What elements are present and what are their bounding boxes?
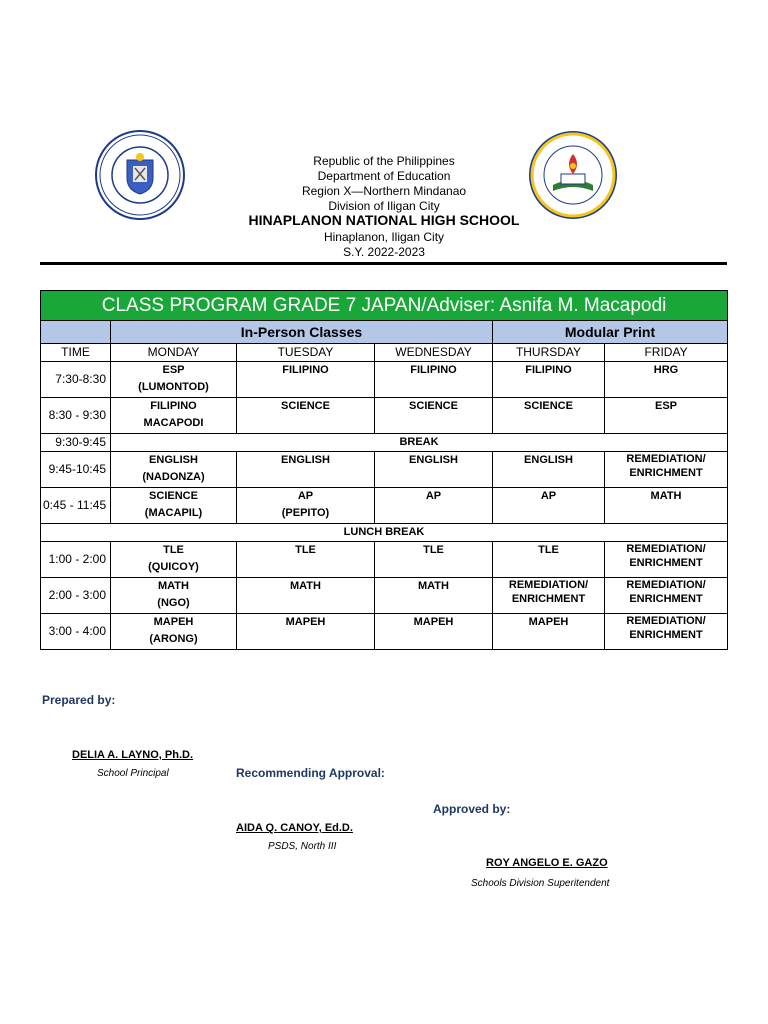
- subject-cell-wednesday: [375, 578, 493, 614]
- subject-detail: (ARONG): [149, 633, 198, 645]
- subject-name: FILIPINO: [525, 364, 572, 376]
- subject-name: SCIENCE: [149, 490, 198, 502]
- subject-name: MATH: [158, 580, 189, 592]
- subject-cell-thursday: [493, 542, 605, 578]
- subject-cell-thursday: [493, 614, 605, 650]
- subject-name: REMEDIATION/: [626, 543, 706, 555]
- subject-cell-friday: [605, 614, 728, 650]
- mode-modular-print: Modular Print: [493, 321, 728, 344]
- subject-cell-friday: [605, 452, 728, 488]
- subject-detail: (MACAPIL): [144, 507, 203, 519]
- subject-name: REMEDIATION/: [508, 579, 589, 591]
- subject-cell-wednesday: [375, 362, 493, 398]
- subject-name: MATH: [650, 490, 682, 502]
- subject-cell-monday: [111, 578, 237, 614]
- subject-cell-thursday: [493, 488, 605, 524]
- time-cell: 9:30-9:45: [41, 434, 111, 452]
- subject-detail: ENRICHMENT: [629, 467, 703, 479]
- time-cell: 0:45 - 11:45: [41, 488, 111, 524]
- subject-cell-wednesday: [375, 398, 493, 434]
- subject-name: REMEDIATION/: [626, 453, 706, 465]
- col-header-time: TIME: [41, 344, 111, 362]
- time-cell: 1:00 - 2:00: [41, 542, 111, 578]
- break-cell: BREAK: [111, 434, 728, 452]
- subject-cell-tuesday: [237, 542, 375, 578]
- subject-name: MAPEH: [413, 616, 454, 628]
- subject-detail: ENRICHMENT: [629, 593, 703, 605]
- subject-cell-monday: [111, 362, 237, 398]
- time-cell: 2:00 - 3:00: [41, 578, 111, 614]
- header-line-4: Division of Iligan City: [328, 199, 440, 213]
- subject-name: ENGLISH: [281, 454, 330, 466]
- table-row: [41, 614, 728, 650]
- subject-detail: ENRICHMENT: [629, 557, 703, 569]
- subject-name: SCIENCE: [409, 400, 458, 412]
- header-divider: [40, 262, 727, 265]
- subject-cell-tuesday: [237, 398, 375, 434]
- psds-role: PSDS, North III: [268, 841, 337, 852]
- subject-name: FILIPINO: [410, 364, 457, 376]
- table-row: [41, 488, 728, 524]
- subject-cell-wednesday: [375, 614, 493, 650]
- header-line-1: Republic of the Philippines: [313, 154, 455, 168]
- subject-cell-monday: [111, 488, 237, 524]
- table-row: [41, 452, 728, 488]
- approved-by-label: Approved by:: [433, 802, 511, 816]
- subject-name: HRG: [653, 364, 679, 376]
- subject-cell-friday: [605, 578, 728, 614]
- mode-in-person: In-Person Classes: [111, 321, 493, 344]
- subject-name: AP: [425, 490, 442, 502]
- subject-name: TLE: [423, 544, 444, 556]
- subject-detail: (QUICOY): [148, 561, 199, 573]
- subject-cell-friday: [605, 542, 728, 578]
- subject-name: AP: [540, 490, 557, 502]
- subject-cell-thursday: [493, 578, 605, 614]
- subject-cell-tuesday: [237, 578, 375, 614]
- subject-name: MAPEH: [528, 616, 569, 628]
- table-row: [41, 542, 728, 578]
- subject-name: MATH: [418, 580, 449, 592]
- school-name: HINAPLANON NATIONAL HIGH SCHOOL: [248, 212, 520, 228]
- subject-name: FILIPINO: [282, 364, 329, 376]
- subject-name: ENGLISH: [409, 454, 458, 466]
- header-line-3: Region X—Northern Mindanao: [301, 184, 467, 198]
- subject-name: SCIENCE: [524, 400, 573, 412]
- subject-cell-wednesday: [375, 542, 493, 578]
- mode-blank-cell: [41, 321, 111, 344]
- table-row: [41, 362, 728, 398]
- subject-name: ENGLISH: [149, 454, 198, 466]
- table-row: [41, 398, 728, 434]
- table-row: [41, 434, 728, 452]
- subject-cell-thursday: [493, 362, 605, 398]
- subject-cell-tuesday: [237, 488, 375, 524]
- subject-name: REMEDIATION/: [626, 615, 706, 627]
- subject-detail: ENRICHMENT: [511, 593, 586, 605]
- sds-name: ROY ANGELO E. GAZO: [486, 857, 608, 869]
- subject-cell-monday: [111, 614, 237, 650]
- subject-detail: MACAPODI: [143, 417, 204, 429]
- time-cell: 9:45-10:45: [41, 452, 111, 488]
- table-row: [41, 578, 728, 614]
- time-cell: 7:30-8:30: [41, 362, 111, 398]
- subject-cell-thursday: [493, 398, 605, 434]
- table-row: [41, 524, 728, 542]
- psds-name: AIDA Q. CANOY, Ed.D.: [236, 822, 353, 834]
- school-address: Hinaplanon, Iligan City: [323, 230, 445, 244]
- subject-name: ESP: [655, 400, 678, 412]
- col-header-monday: MONDAY: [111, 344, 237, 362]
- header-line-2: Department of Education: [317, 169, 451, 183]
- principal-name: DELIA A. LAYNO, Ph.D.: [72, 749, 194, 761]
- subject-name: REMEDIATION/: [626, 579, 706, 591]
- subject-detail: (NGO): [157, 597, 190, 609]
- subject-name: AP: [297, 490, 314, 502]
- col-header-friday: FRIDAY: [605, 344, 728, 362]
- subject-name: MATH: [290, 580, 321, 592]
- subject-cell-wednesday: [375, 452, 493, 488]
- subject-detail: (PEPITO): [281, 507, 330, 519]
- subject-cell-monday: [111, 398, 237, 434]
- subject-cell-thursday: [493, 452, 605, 488]
- schedule-title: CLASS PROGRAM GRADE 7 JAPAN/Adviser: Asnifa M. Macapodi: [41, 291, 728, 321]
- subject-cell-friday: [605, 488, 728, 524]
- prepared-by-label: Prepared by:: [42, 693, 116, 707]
- subject-cell-friday: [605, 398, 728, 434]
- school-year: S.Y. 2022-2023: [343, 245, 425, 259]
- recommending-approval-label: Recommending Approval:: [236, 766, 385, 780]
- subject-detail: ENRICHMENT: [629, 629, 703, 641]
- subject-cell-friday: [605, 362, 728, 398]
- subject-cell-tuesday: [237, 452, 375, 488]
- subject-name: FILIPINO: [150, 400, 197, 412]
- col-header-thursday: THURSDAY: [493, 344, 605, 362]
- time-cell: 8:30 - 9:30: [41, 398, 111, 434]
- subject-cell-monday: [111, 452, 237, 488]
- subject-cell-tuesday: [237, 362, 375, 398]
- subject-cell-wednesday: [375, 488, 493, 524]
- sds-role: Schools Division Superitendent: [471, 878, 610, 889]
- principal-role: School Principal: [97, 768, 169, 779]
- subject-detail: (LUMONTOD): [138, 381, 209, 393]
- col-header-tuesday: TUESDAY: [237, 344, 375, 362]
- subject-name: TLE: [538, 544, 559, 556]
- time-cell: 3:00 - 4:00: [41, 614, 111, 650]
- subject-name: TLE: [163, 544, 184, 556]
- subject-cell-monday: [111, 542, 237, 578]
- subject-name: MAPEH: [153, 616, 194, 628]
- subject-name: MAPEH: [285, 616, 326, 628]
- subject-name: ESP: [162, 364, 185, 376]
- class-program-table: [40, 290, 728, 650]
- subject-name: SCIENCE: [281, 400, 330, 412]
- subject-detail: (NADONZA): [142, 471, 205, 483]
- col-header-wednesday: WEDNESDAY: [375, 344, 493, 362]
- subject-name: ENGLISH: [524, 454, 573, 466]
- subject-cell-tuesday: [237, 614, 375, 650]
- break-cell: LUNCH BREAK: [41, 524, 728, 542]
- subject-name: TLE: [295, 544, 316, 556]
